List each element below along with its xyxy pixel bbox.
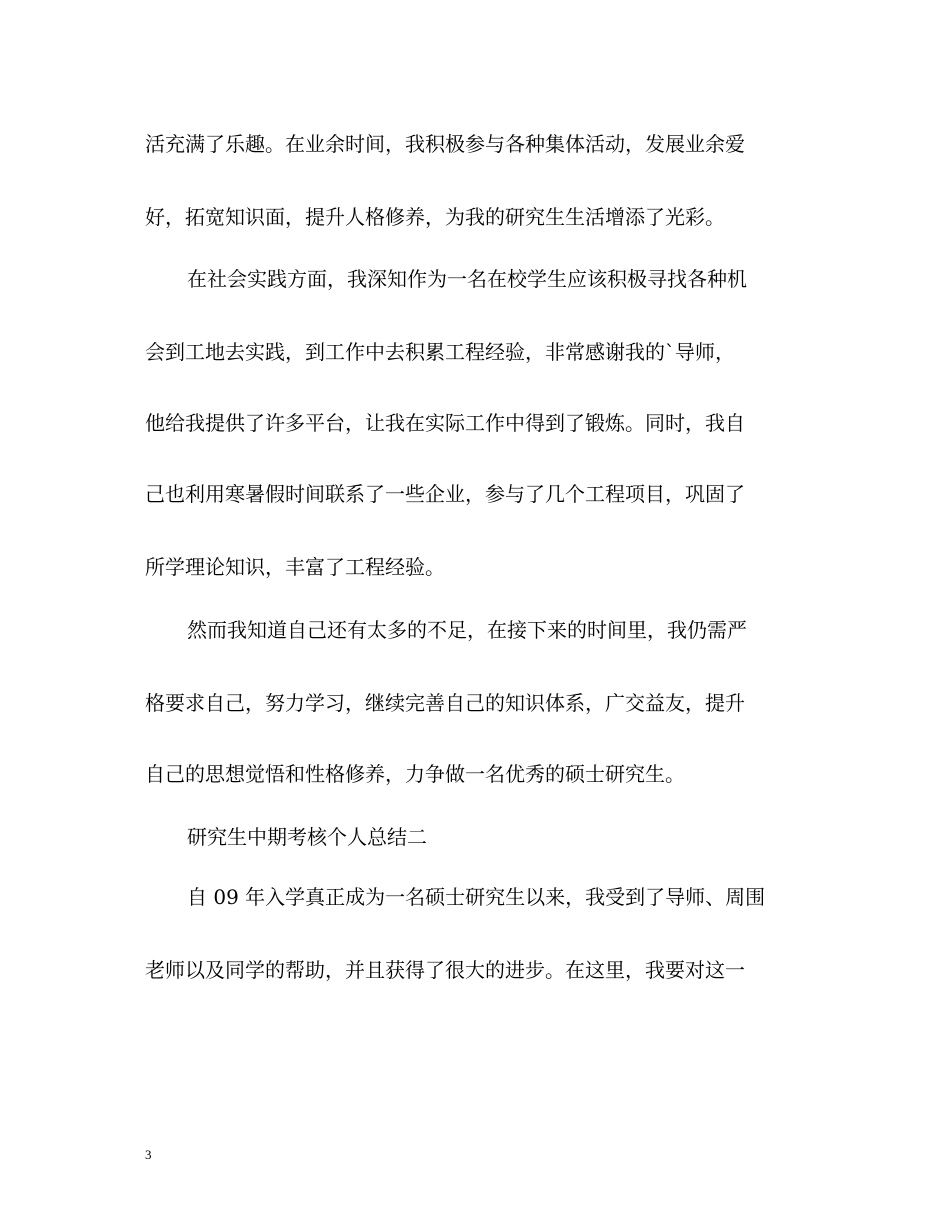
section-heading: 研究生中期考核个人总结二: [187, 825, 427, 849]
paragraph-line: 老师以及同学的帮助，并且获得了很大的进步。在这里，我要对这一: [145, 958, 745, 982]
paragraph-line: 格要求自己，努力学习，继续完善自己的知识体系，广交益友，提升: [145, 691, 745, 715]
paragraph-line: 己也利用寒暑假时间联系了一些企业，参与了几个工程项目，巩固了: [145, 482, 745, 506]
paragraph-line: 自己的思想觉悟和性格修养，力争做一名优秀的硕士研究生。: [145, 762, 685, 786]
paragraph-line: 自 09 年入学真正成为一名硕士研究生以来，我受到了导师、周围: [187, 885, 766, 909]
paragraph-line: 活充满了乐趣。在业余时间，我积极参与各种集体活动，发展业余爱: [145, 132, 745, 156]
page-number: 3: [145, 1147, 152, 1162]
paragraph-line: 会到工地去实践，到工作中去积累工程经验，非常感谢我的`导师，: [145, 340, 735, 364]
paragraph-line: 在社会实践方面，我深知作为一名在校学生应该积极寻找各种机: [187, 267, 747, 291]
paragraph-line: 然而我知道自己还有太多的不足，在接下来的时间里，我仍需严: [187, 618, 747, 642]
paragraph-line: 所学理论知识，丰富了工程经验。: [145, 555, 445, 579]
paragraph-line: 好，拓宽知识面，提升人格修养，为我的研究生生活增添了光彩。: [145, 205, 725, 229]
paragraph-line: 他给我提供了许多平台，让我在实际工作中得到了锻炼。同时，我自: [145, 411, 745, 435]
